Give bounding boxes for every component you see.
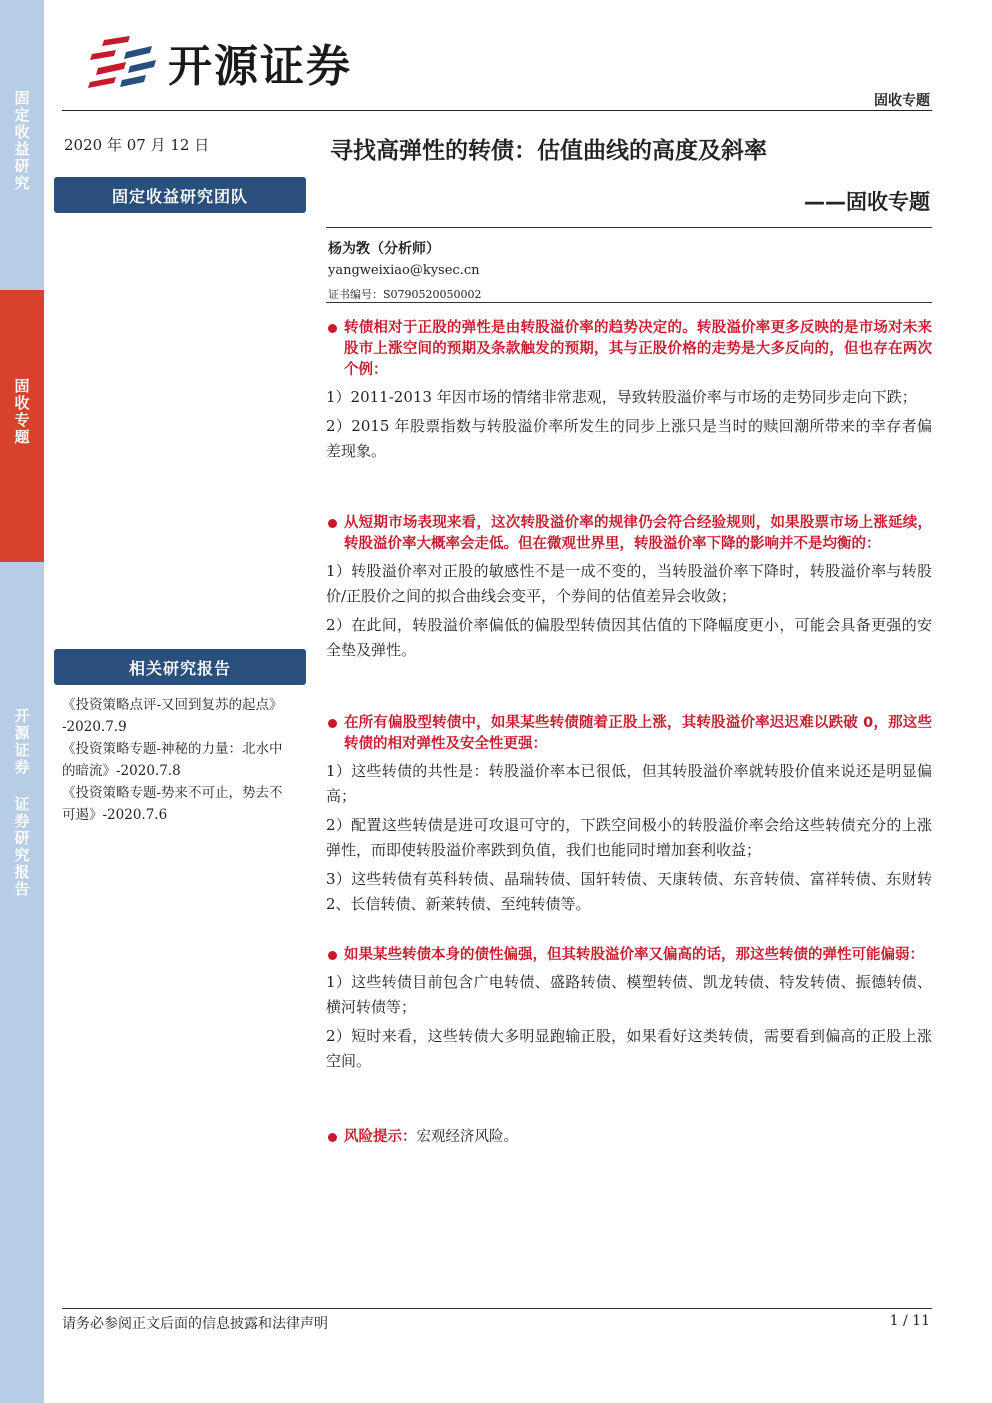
key-point-detail: 2）2015 年股票指数与转股溢价率所发生的同步上涨只是当时的赎回潮所带来的幸存者偏差现象。 — [326, 417, 932, 460]
key-point-lead: 如果某些转债本身的债性偏强，但其转股溢价率又偏高的话，那这些转债的弹性可能偏弱： — [326, 945, 932, 966]
key-point-lead: 从短期市场表现来看，这次转股溢价率的规律仍会符合经验规则，如果股票市场上涨延续，转股溢价率大概率会走低。但在微观世界里，转股溢价率下降的影响并不是均衡的： — [326, 513, 932, 555]
footer-disclaimer: 请务必参阅正文后面的信息披露和法律声明 — [62, 1316, 328, 1332]
risk-line — [326, 1127, 932, 1148]
key-point-section — [326, 318, 932, 464]
author-divider — [326, 302, 932, 303]
side-band-bottom — [0, 562, 44, 1403]
team-badge: 固定收益研究团队 — [54, 177, 306, 213]
related-report-line[interactable]: 的暗流》-2020.7.8 — [62, 763, 181, 779]
key-point-detail: 1）这些转债的共性是：转股溢价率本已很低，但其转股溢价率就转股价值来说还是明显偏高； — [326, 762, 932, 805]
company-logo — [86, 30, 352, 94]
bullet-icon — [328, 951, 337, 960]
author-cert: 证书编号：S0790520050002 — [328, 288, 482, 301]
author-name: 杨为敩（分析师） — [328, 241, 440, 257]
key-point-detail: 1）2011-2013 年因市场的情绪非常悲观，导致转股溢价率与市场的走势同步走向下跌； — [326, 388, 917, 406]
footer-divider — [62, 1308, 932, 1309]
report-title: 寻找高弹性的转债：估值曲线的高度及斜率 — [330, 138, 767, 164]
risk-text: 宏观经济风险。 — [416, 1129, 518, 1145]
page-number: 1 / 11 — [889, 1313, 930, 1329]
related-report-line[interactable]: -2020.7.9 — [62, 719, 127, 735]
side-band-middle — [0, 290, 44, 562]
report-date: 2020 年 07 月 12 日 — [64, 136, 210, 154]
side-label-middle: 固收专题 — [12, 378, 31, 446]
side-band-top — [0, 0, 44, 290]
related-report-line[interactable]: 《投资策略点评-又回到复苏的起点》 — [62, 697, 283, 713]
header-tag: 固收专题 — [874, 93, 930, 109]
key-point-detail: 2）在此间，转股溢价率偏低的偏股型转债因其估值的下降幅度更小，可能会具备更强的安全垫及弹性。 — [326, 616, 932, 659]
author-email[interactable]: yangweixiao@kysec.cn — [328, 263, 480, 278]
logo-text: 开源证券 — [168, 41, 352, 92]
related-report-line[interactable]: 《投资策略专题-神秘的力量：北水中 — [62, 741, 283, 757]
key-point-detail: 1）转股溢价率对正股的敏感性不是一成不变的，当转股溢价率下降时，转股溢价率与转股价/正股价之间的拟合曲线会变平，个券间的估值差异会收敛； — [326, 562, 932, 605]
risk-section — [326, 1127, 932, 1148]
key-point-section — [326, 713, 932, 917]
side-label-top: 固定收益研究 — [12, 90, 31, 192]
logo-mark-icon — [86, 32, 158, 92]
key-point-section — [326, 513, 932, 663]
header-divider — [62, 110, 932, 111]
bullet-icon — [328, 324, 337, 333]
side-label-bottom: 开源证券 证券研究报告 — [12, 708, 31, 898]
key-point-detail: 3）这些转债有英科转债、晶瑞转债、国轩转债、天康转债、东音转债、富祥转债、东财转 2、长信转债、新莱转债、至纯转债等。 — [326, 870, 932, 913]
report-subtitle: ——固收专题 — [804, 190, 930, 214]
key-point-detail: 2）配置这些转债是进可攻退可守的，下跌空间极小的转股溢价率会给这些转债充分的上涨弹性，而即使转股溢价率跌到负值，我们也能同时增加套利收益； — [326, 816, 932, 859]
title-divider — [326, 227, 932, 228]
related-report-line[interactable]: 可遏》-2020.7.6 — [62, 807, 168, 823]
bullet-icon — [328, 519, 337, 528]
key-point-lead: 在所有偏股型转债中，如果某些转债随着正股上涨，其转股溢价率迟迟难以跌破 0，那这些转债的相对弹性及安全性更强： — [326, 713, 932, 755]
key-point-section — [326, 945, 932, 1074]
bullet-icon — [328, 1133, 337, 1142]
key-point-lead: 转债相对于正股的弹性是由转股溢价率的趋势决定的。转股溢价率更多反映的是市场对未来股市上涨空间的预期及条款触发的预期，其与正股价格的走势是大多反向的，但也存在两次个例： — [326, 318, 932, 381]
key-point-detail: 1）这些转债目前包含广电转债、盛路转债、模塑转债、凯龙转债、特发转债、振德转债、横河转债等； — [326, 973, 932, 1016]
related-reports-list — [62, 694, 312, 826]
risk-label: 风险提示： — [344, 1129, 417, 1145]
bullet-icon — [328, 719, 337, 728]
related-report-line[interactable]: 《投资策略专题-势来不可止，势去不 — [62, 785, 283, 801]
key-point-detail: 2）短时来看，这些转债大多明显跑输正股，如果看好这类转债，需要看到偏高的正股上涨空间。 — [326, 1027, 932, 1070]
related-reports-badge: 相关研究报告 — [54, 649, 306, 685]
